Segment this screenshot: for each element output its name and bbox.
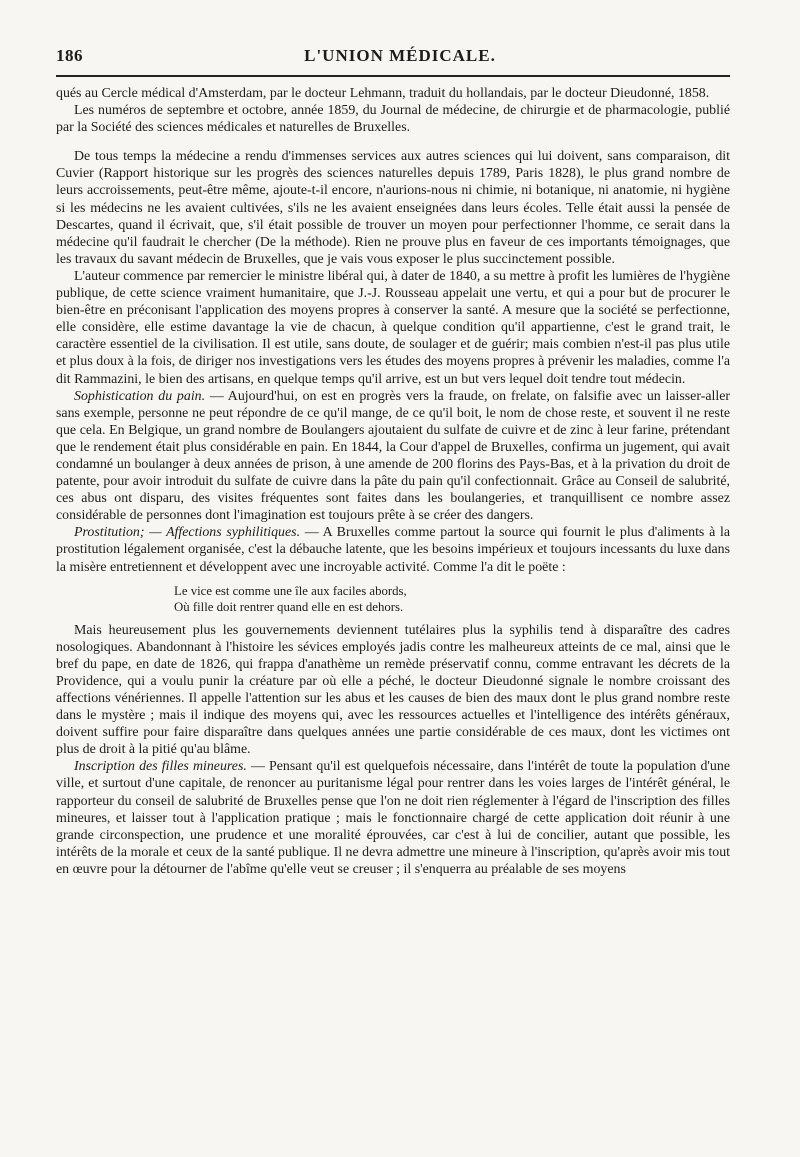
paragraph-minors-text: — Pensant qu'il est quelquefois nécessaire, dans l'intérêt de toute la population d'une ville, et surtout d'une capitale, de renoncer au puritanisme légal pour rentrer dans les voies larges de l'intérêt général, le rapporteur du conseil de salubrité de Bruxelles pense que l'on ne doit rien réglementer à l'égard de l'inscription des filles mineures, et laisser tout à l'application pratique ; mais le fonctionnaire chargé de cette application doit réunir à une grande circonspection, une prudence et une moralité éprouvées, car c'est à lui de concilier, autant que possible, les intérêts de la morale et ceux de la santé publique. Il ne devra admettre une mineure à l'inscription, qu'après avoir mis tout en œuvre pour la détourner de l'abîme qu'elle veut se creuser ; il s'enquerra au préalable de ses moyens xyxy=(56,759,730,877)
paragraph-continuation: qués au Cercle médical d'Amsterdam, par le docteur Lehmann, traduit du hollandais, par le docteur Dieudonné, 1858. xyxy=(56,86,710,101)
paragraph-bibliography: Les numéros de septembre et octobre, année 1859, du Journal de médecine, de chirurgie et de pharmacologie, publié par la Société des sciences médicales et naturelles de Bruxelles. xyxy=(56,103,730,136)
paragraph-gap xyxy=(56,136,730,148)
paragraph-bread-sophistication xyxy=(56,388,730,525)
header-rule xyxy=(56,75,730,77)
article-body xyxy=(56,85,730,878)
verse-quotation xyxy=(174,583,730,615)
verse-line: Où fille doit rentrer quand elle en est dehors. xyxy=(174,599,404,614)
page-number: 186 xyxy=(56,46,83,65)
paragraph-prostitution xyxy=(56,524,730,575)
paragraph-bread-text: — Aujourd'hui, on est en progrès vers la fraude, on frelate, on falsifie avec un laisser-aller sans exemple, personne ne peut répondre de ce qu'il mange, de ce qu'il boit, le nom de chose reste, et souvent il ne reste que cela. En Belgique, un grand nombre de Boulangers ajoutaient du sulfate de cuivre et de zinc à leur farine, prétendant que le rendement était plus considérable en pain. En 1844, la Cour d'appel de Bruxelles, confirma un jugement, qui avait condamné un boulanger à deux années de prison, à une amende de 200 florins des Pays-Bas, et à la privation du droit de patente, pour avoir introduit du sulfate de cuivre dans la pâte du pain qu'il confectionnait. Grâce au Conseil de salubrité, ces abus ont disparu, des visites fréquentes sont faites dans les boulangeries, et tranquillisent ce nombre assez considérable de personnes dont l'imagination est toujours prête à se créer des dangers. xyxy=(56,388,730,524)
paragraph-syphilis: Mais heureusement plus les gouvernements deviennent tutélaires plus la syphilis tend à disparaître des cadres nosologiques. Abandonnant à l'histoire les sévices employés jadis contre les malheureux atteints de ce mal, ainsi que le bref du pape, en date de 1826, qui frappa d'anathème un remède préservatif connu, comme entravant les décrets de la Providence, qui a voulu punir la créature par où elle a péché, le docteur Dieudonné signale le nombre croissant des affections vénériennes. Il appelle l'attention sur les abus et les causes de bien des maux dont le plus grand nombre reste dans le mystère ; mais il indique des moyens qui, avec les ressources actuelles et l'intelligence des intérêts généraux, doivent suffire pour faire disparaître dans quelques années une partie considérable de ces maux, dont les victimes ont plus de droit à la pitié qu'au blâme. xyxy=(56,622,730,758)
section-heading-bread: Sophistication du pain. xyxy=(74,388,206,404)
paragraph-minors-inscription xyxy=(56,758,730,878)
section-heading-prostitution: Prostitution; — Affections syphilitiques. xyxy=(74,525,301,541)
section-heading-minors: Inscription des filles mineures. xyxy=(74,759,247,775)
paragraph-author-thanks: L'auteur commence par remercier le ministre libéral qui, à dater de 1840, a su mettre à profit les lumières de l'hygiène publique, de cette science vraiment humanitaire, que J.-J. Rousseau appelait une vertu, et qui a pour but de procurer le bien-être en préconisant l'application des moyens propres à conserver la santé. A mesure que la société se perfectionne, elle considère, elle estime davantage la vie de chacun, à quelque condition qu'il appartienne, c'est le grand trait, le caractère essentiel de la civilisation. Il est utile, sans doute, de soulager et de guérir; mais combien n'est-il pas plus utile et plus doux à la fois, de diriger nos investigations vers les études des moyens propres à prévenir les maladies, comme l'a dit Rammazini, le bien des artisans, en quelque temps qu'il arrive, est un but vers lequel doit tendre tout médecin. xyxy=(56,268,730,387)
verse-line: Le vice est comme une île aux faciles abords, xyxy=(174,583,407,598)
paragraph-introduction: De tous temps la médecine a rendu d'immenses services aux autres sciences qui lui doivent, sans comparaison, dit Cuvier (Rapport historique sur les progrès des sciences naturelles depuis 1789, Paris 1828), le plus grand nombre de leurs accroissements, peut-être même, ajoute-t-il encore, n'aurions-nous ni chimie, ni botanique, ni anatomie, ni hygiène si les médecins ne les avaient cultivées, s'ils ne les avaient enseignées dans leurs écoles. Telle était aussi la pensée de Descartes, quand il écrivait, que, s'il était possible de trouver un moyen pour perfectionner l'homme, ce serait dans la médecine qu'il faudrait le chercher (De la méthode). Rien ne prouve plus en faveur de ces importants témoignages, que les travaux du savant médecin de Bruxelles, que je vais vous exposer le plus succinctement possible. xyxy=(56,149,730,267)
paragraph-prostitution-text: — A Bruxelles comme partout la source qui fournit le plus d'aliments à la prostitution légalement organisée, c'est la débauche latente, que les besoins impérieux et toujours incessants du luxe dans la misère entretiennent et développent avec une incroyable activité. Comme l'a dit le poëte : xyxy=(56,525,731,575)
page-header xyxy=(56,42,744,72)
running-head: L'UNION MÉDICALE. xyxy=(304,46,496,65)
